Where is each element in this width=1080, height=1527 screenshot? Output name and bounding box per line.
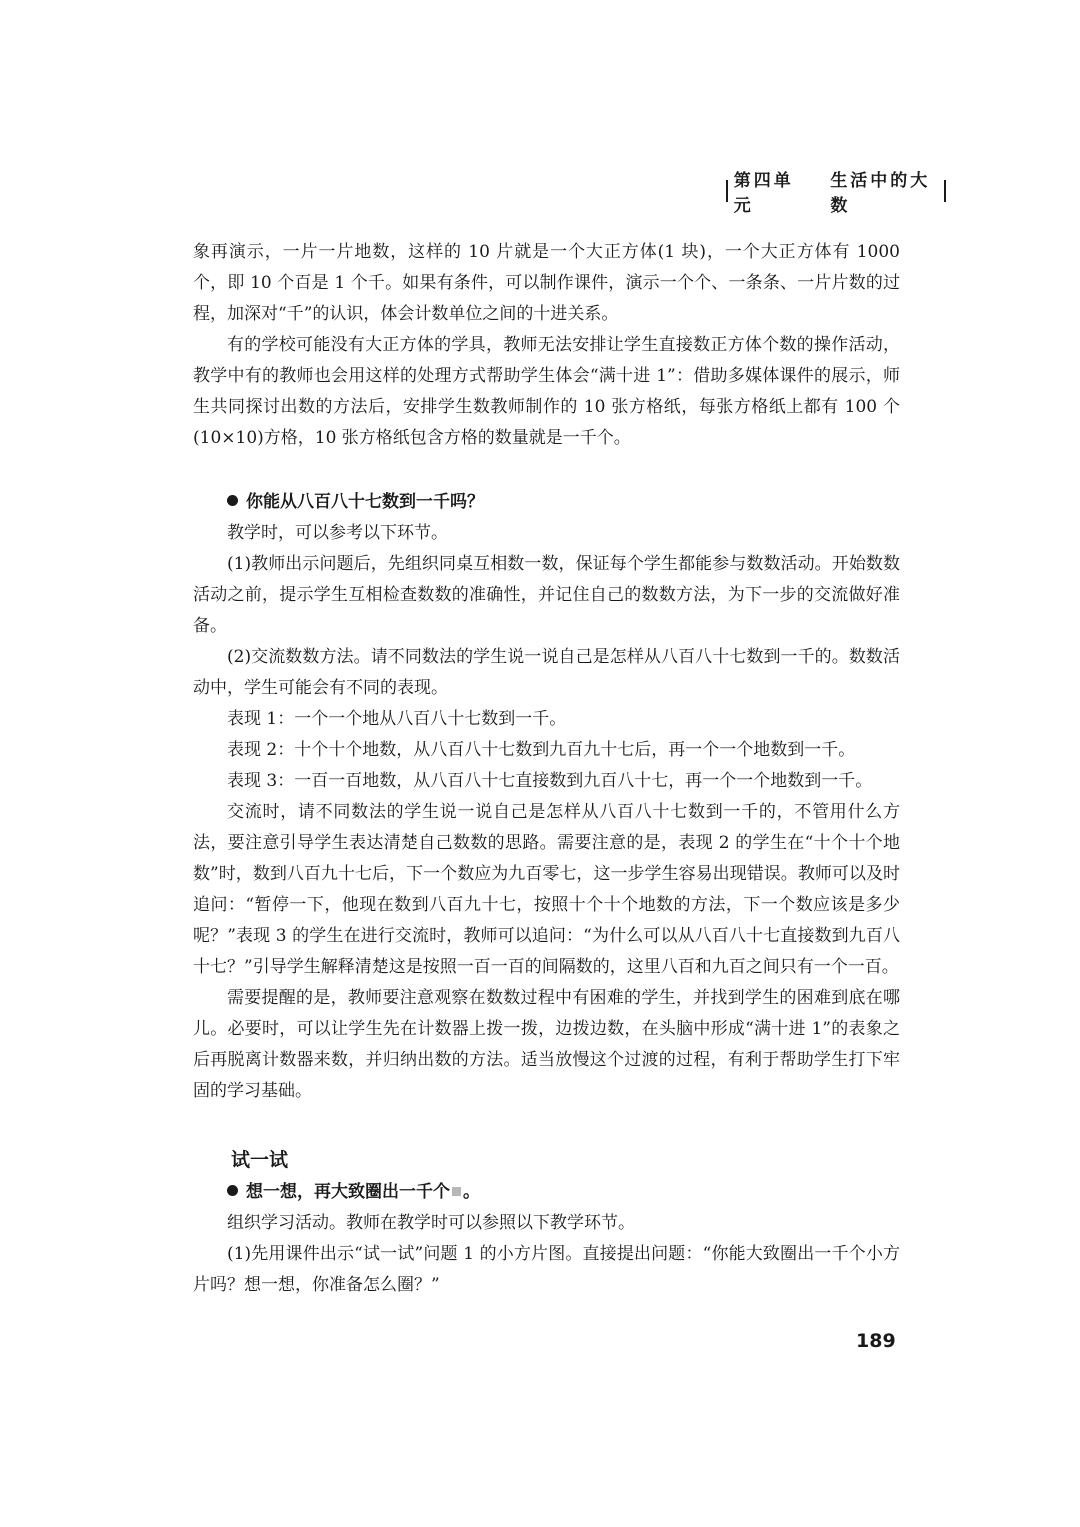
header-left-rule [726, 180, 728, 202]
paragraph: (1)教师出示问题后，先组织同桌互相数一数，保证每个学生都能参与数数活动。开始数数活动之前，提示学生互相检查数数的准确性，并记住自己的数数方法，为下一步的交流做好准备。 [193, 554, 900, 636]
spacer [193, 454, 900, 487]
paragraph: 交流时，请不同数法的学生说一说自己是怎样从八百八十七数到一千的，不管用什么方法，要注意引导学生表达清楚自己数数的思路。需要注意的是，表现 2 的学生在“十个十个地数”时，数到八百九十七后，下一个数应为九百零七，这一步学生容易出现错误。教师可以及时追问：“暂停一下，他现在数到八百九十七，按照十个十个地数的方法，下一个数应该是多少呢？”表现 3 的学生在进行交流时，教师可以追问：“为什么可以从八百八十七直接数到九百八十七？”引导学生解释清楚这是按照一百一百的间隔数的，这里八百和九百之间只有一个一百。 [193, 802, 900, 977]
paragraph: 需要提醒的是，教师要注意观察在数数过程中有困难的学生，并找到学生的困难到底在哪儿。必要时，可以让学生先在计数器上拨一拨，边拨边数，在头脑中形成“满十进 1”的表象之后再脱离计数器来数，并归纳出数的方法。适当放慢这个过渡的过程，有利于帮助学生打下牢固的学习基础。 [193, 988, 900, 1101]
paragraph: 表现 2：十个十个地数，从八百八十七数到九百九十七后，再一个一个地数到一千。 [227, 740, 856, 760]
paragraph: (1)先用课件出示“试一试”问题 1 的小方片图。直接提出问题：“你能大致圈出一千个小方片吗？想一想，你准备怎么圈？” [193, 1244, 900, 1295]
paragraph: 组织学习活动。教师在教学时可以参照以下教学环节。 [227, 1213, 635, 1233]
paragraph: 表现 3：一百一百地数，从八百八十七直接数到九百八十七，再一个一个地数到一千。 [227, 771, 873, 791]
question-text: 想一想，再大致圈出一千个 [246, 1182, 450, 1202]
spacer [193, 1107, 900, 1144]
section-title: 试一试 [231, 1149, 289, 1171]
header-unit: 第四单元 [733, 171, 794, 216]
paragraph-continued: 象再演示，一片一片地数，这样的 10 片就是一个大正方体(1 块)，一个大正方体有 1000 个，即 10 个百是 1 个千。如果有条件，可以制作课件，演示一个个、一条条、一片片数的过程，加深对“千”的认识，体会计数单位之间的十进关系。 [193, 242, 900, 324]
small-square-icon [452, 1187, 461, 1196]
paragraph: 教学时，可以参考以下环节。 [227, 523, 448, 543]
question-text-end: 。 [463, 1182, 480, 1202]
running-header [726, 171, 946, 216]
paragraph: (2)交流数数方法。请不同数法的学生说一说自己是怎样从八百八十七数到一千的。数数活动中，学生可能会有不同的表现。 [193, 647, 900, 698]
paragraph: 表现 1：一个一个地从八百八十七数到一千。 [227, 709, 567, 729]
bullet-icon [227, 495, 238, 506]
header-title: 生活中的大数 [830, 171, 931, 216]
bullet-icon [227, 1185, 238, 1196]
header-right-rule [944, 180, 946, 202]
page-body [193, 237, 900, 1301]
question-title: 你能从八百八十七数到一千吗？ [246, 492, 484, 512]
page-number: 189 [856, 1330, 896, 1352]
question-heading [193, 487, 900, 518]
paragraph: 有的学校可能没有大正方体的学具，教师无法安排让学生直接数正方体个数的操作活动，教学中有的教师也会用这样的处理方式帮助学生体会“满十进 1”：借助多媒体课件的展示，师生共同探讨出数的方法后，安排学生数教师制作的 10 张方格纸，每张方格纸上都有 100 个(10×10)方格，10 张方格纸包含方格的数量就是一千个。 [193, 335, 900, 448]
question-heading [193, 1177, 900, 1208]
